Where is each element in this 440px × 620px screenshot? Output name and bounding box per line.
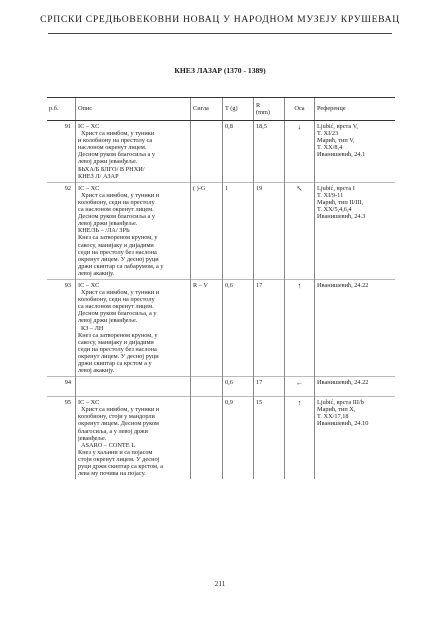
- references-cell: [315, 279, 396, 376]
- description-line: држи скиптар са лабарумом, а у: [78, 262, 164, 270]
- axis-cell: [285, 377, 315, 397]
- description-line: окренут лицем. У десној руци: [78, 352, 159, 360]
- column-header-references: Референце: [315, 98, 396, 121]
- description-line: IC – XC: [78, 281, 100, 289]
- description-line: левој држи јеванђеље.: [78, 220, 138, 228]
- description-line: стоји окренут лицем. У десној: [78, 455, 160, 463]
- row-number: 91: [64, 123, 71, 130]
- section-title: КНЕЗ ЛАЗАР (1370 - 1389): [174, 66, 266, 75]
- description-line: наслоном окренут лицем.: [78, 144, 147, 152]
- table-row: [47, 279, 395, 376]
- arrow-up-icon: ↑: [297, 280, 302, 290]
- arrow-up-icon: ↑: [297, 398, 302, 408]
- weight-cell: 0,9: [223, 397, 254, 480]
- description-line: окренут лицем. Десном руком: [78, 420, 159, 428]
- reference-line: T. XX/8,4: [317, 144, 343, 152]
- description-line: са наслоном окренут лицем.: [78, 303, 154, 311]
- description-line: седи на престолу без наслона: [78, 345, 157, 353]
- column-header-sigla: Сигла: [191, 98, 223, 121]
- row-number: 95: [47, 397, 76, 480]
- description-line: Десном руком благосиља, а у: [78, 310, 157, 318]
- reference-line: Ljubić, врста V,: [317, 123, 359, 130]
- diameter-cell: 18,5: [254, 121, 285, 183]
- sigla-cell: [191, 121, 223, 183]
- coin-description: [76, 121, 191, 183]
- description-line: IC – XC: [78, 399, 100, 407]
- references-cell: [315, 377, 396, 397]
- column-header-weight: T (g): [223, 98, 254, 121]
- description-line: руци држи скиптар са крстом, а: [78, 463, 163, 471]
- reference-line: Иванишевић, 24.22: [317, 379, 369, 387]
- description-line: благосиља, а у левој држи: [78, 427, 148, 435]
- description-line: јеванђеље.: [78, 434, 107, 442]
- column-header-axis: Оса: [285, 98, 315, 121]
- diameter-cell: 17: [254, 377, 285, 397]
- description-line: сакосу, манијаку и дијадими: [78, 241, 154, 249]
- description-line: колобиону, седи на престолу: [78, 296, 155, 304]
- description-line: седи на престолу без наслона: [78, 248, 157, 256]
- references-cell: [315, 182, 396, 279]
- table-row: [47, 377, 395, 397]
- page-number: 211: [214, 580, 226, 588]
- description-line: IC – XC: [78, 123, 100, 130]
- column-header-diameter: [254, 98, 285, 121]
- description-line: са наслоном окренут лицем.: [78, 206, 154, 214]
- table-header-row: [47, 98, 395, 121]
- weight-cell: 0,8: [223, 121, 254, 183]
- reference-line: Иванишевић, 24.10: [317, 420, 369, 428]
- running-header: СРПСКИ СРЕДЊОВЕКОВНИ НОВАЦ У НАРОДНОМ МУЗЕЈУ КРУШЕВАЦ: [40, 14, 400, 25]
- description-line: Христ са нимбом, у туники: [81, 130, 155, 138]
- reference-line: Марић, тип II/III,: [317, 198, 364, 206]
- description-line: и колобиону на престолу са: [78, 137, 153, 145]
- description-line: колобиону, седи на престолу: [78, 198, 155, 206]
- coin-description: [76, 397, 191, 480]
- axis-cell: [285, 397, 315, 480]
- description-line: држи скиптар са крстом а у: [78, 360, 152, 367]
- column-header-description: Опис: [76, 98, 191, 121]
- description-line: левој држи јеванђеље.: [78, 158, 138, 166]
- description-line: КНЕ/ЗЬ – /ЛА/ ЗРЬ: [78, 227, 130, 235]
- description-line: окренут лицем. У десној руци: [78, 255, 159, 263]
- arrow-down-icon: ↓: [297, 122, 302, 131]
- coin-description: [76, 182, 191, 279]
- description-line: Христ са нимбом, у туники и: [81, 191, 160, 199]
- description-line: Десном руком благосиља а у: [78, 151, 155, 159]
- description-line: левој држи јеванђеље.: [78, 317, 138, 325]
- column-header-diameter-symbol: R: [256, 101, 261, 109]
- axis-cell: [285, 182, 315, 279]
- reference-line: Ljubić, врста I: [317, 184, 355, 192]
- weight-cell: 0,6: [223, 377, 254, 397]
- description-line: сакосу, манијаку и дијадими: [78, 338, 154, 346]
- description-line: Христ са нимбом, у туники и: [81, 406, 160, 414]
- description-line: БЬХА/Б БЛГО/ В РНХИ/: [78, 165, 145, 173]
- reference-line: T. XI/9-11: [317, 191, 344, 199]
- sigla-cell: R – V: [191, 279, 223, 376]
- description-line: КЗ – ЛН: [81, 324, 104, 332]
- description-line: Кнез са затвореном круном, у: [78, 331, 158, 339]
- sigla-cell: ( )-G: [191, 182, 223, 279]
- reference-line: Ljubić, врста III/b: [317, 399, 364, 407]
- reference-line: Иванишевић, 24.3: [317, 213, 366, 221]
- description-line: Кнез са затвореном круном, у: [78, 234, 158, 242]
- reference-line: T. XX/17,18: [317, 413, 349, 421]
- sigla-cell: [191, 377, 223, 397]
- table-row: [47, 397, 395, 480]
- coin-description: [76, 377, 191, 397]
- diameter-cell: 15: [254, 397, 285, 480]
- description-line: колобиону, стоји у мандорли: [78, 413, 155, 421]
- coin-catalog-table: [47, 97, 395, 479]
- arrow-up-left-icon: ↖: [296, 183, 303, 193]
- table-row: [47, 182, 395, 279]
- row-number: 94: [47, 377, 76, 397]
- description-line: ASARO – CONTE L: [81, 441, 136, 449]
- header-rule: [48, 33, 392, 34]
- description-line: лева му почива на појасу.: [78, 470, 146, 478]
- row-number: 92: [47, 182, 76, 279]
- description-line: Христ са нимбом, у туники и: [81, 289, 160, 297]
- description-line: левој акакију.: [78, 269, 115, 277]
- references-cell: [315, 397, 396, 480]
- reference-line: Иванишевић, 24.22: [317, 281, 369, 289]
- diameter-cell: 19: [254, 182, 285, 279]
- column-header-number: р.б.: [47, 98, 76, 121]
- column-header-diameter-unit: (mm): [256, 109, 270, 116]
- row-number: 93: [47, 279, 76, 376]
- reference-line: T. XI/23: [317, 130, 339, 138]
- reference-line: Марић, тип X,: [317, 406, 356, 414]
- weight-cell: 0,6: [223, 279, 254, 376]
- description-line: левој акакију.: [78, 367, 115, 375]
- description-line: Кнез у хаљини и са појасом: [78, 448, 153, 456]
- axis-cell: [285, 279, 315, 376]
- diameter-cell: 17: [254, 279, 285, 376]
- axis-cell: [285, 121, 315, 183]
- coin-description: [76, 279, 191, 376]
- reference-line: Марић, тип V,: [317, 137, 355, 145]
- weight-cell: 1: [223, 182, 254, 279]
- description-line: Десном руком благосиља а у: [78, 213, 155, 221]
- arrow-left-icon: ←: [295, 378, 304, 388]
- reference-line: T. XX/5,4,6,4: [317, 206, 352, 214]
- sigla-cell: [191, 397, 223, 480]
- description-line: IC – XC: [78, 184, 100, 192]
- reference-line: Иванишевић, 24.1: [317, 151, 366, 159]
- references-cell: [315, 121, 396, 183]
- description-line: КНЕЗ Л/ АЗАР: [78, 172, 119, 180]
- table-row: [47, 121, 395, 183]
